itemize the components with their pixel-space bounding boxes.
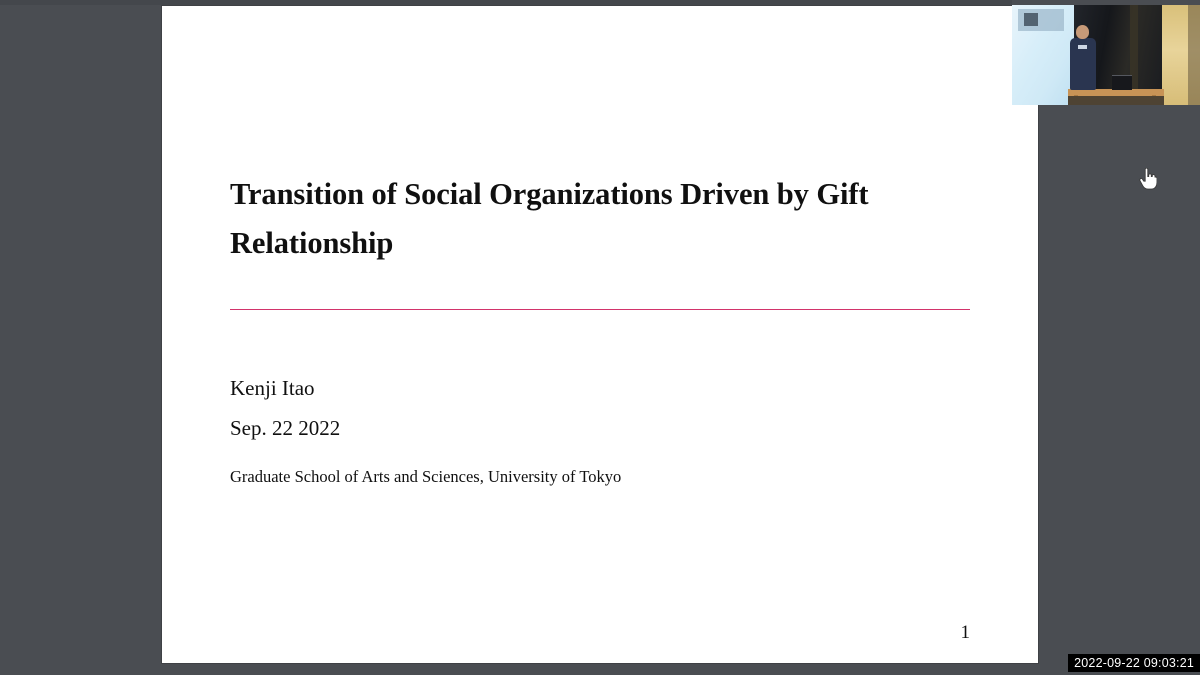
- laptop-icon: [1112, 75, 1132, 90]
- slide-title: Transition of Social Organizations Driven by Gift Relationship: [230, 177, 869, 261]
- slide-page-number: 1: [960, 622, 970, 643]
- slide-author: Kenji Itao: [230, 376, 315, 400]
- slide-date: Sep. 22 2022: [230, 416, 341, 440]
- presenter-badge: [1078, 45, 1087, 49]
- stage-top-strip: [0, 0, 1012, 5]
- slide-content: [230, 6, 970, 663]
- presenter-video-overlay[interactable]: [1012, 5, 1200, 105]
- room-floor: [1068, 96, 1164, 105]
- title-divider: [230, 309, 970, 310]
- presenter-table: [1068, 89, 1164, 96]
- presenter-head: [1076, 25, 1089, 39]
- presentation-slide[interactable]: [162, 6, 1038, 663]
- recording-timestamp: 2022-09-22 09:03:21: [1068, 654, 1200, 672]
- projection-screen-detail: [1024, 13, 1038, 26]
- mouse-cursor-hand-icon: [1139, 168, 1157, 190]
- slide-affiliation: Graduate School of Arts and Sciences, University of Tokyo: [230, 467, 622, 486]
- room-wall-shadow: [1188, 5, 1200, 105]
